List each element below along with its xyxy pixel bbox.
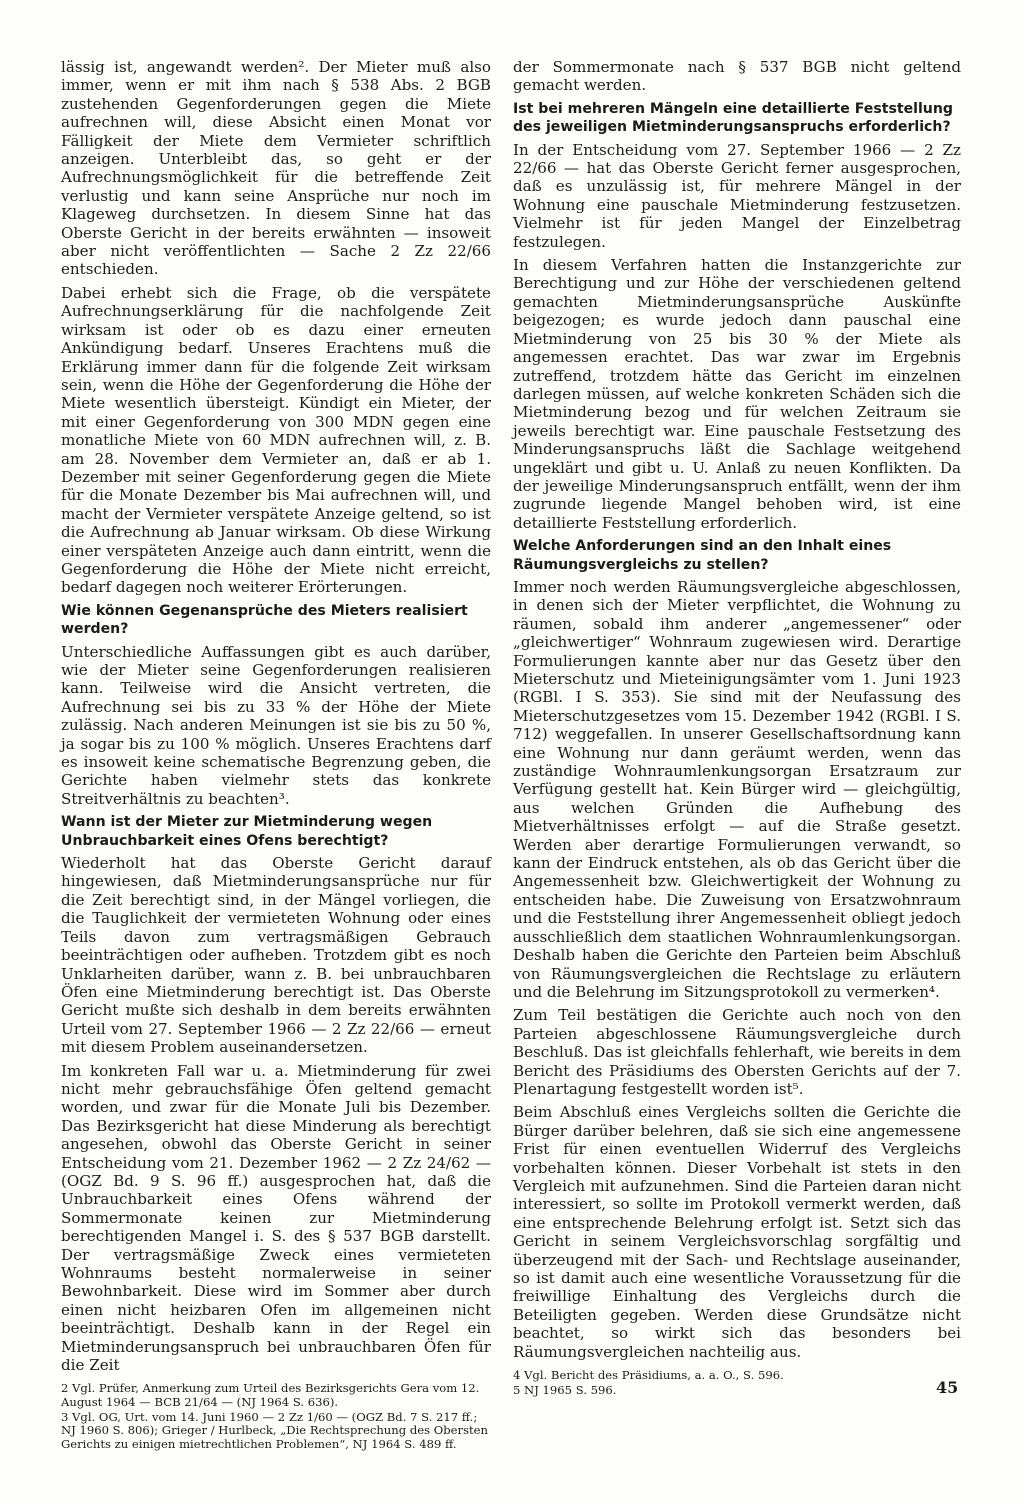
footnotes <box>61 1382 491 1450</box>
paragraph: Wiederholt hat das Oberste Gericht darauf hingewiesen, daß Mietminderungsansprüche nur für die Zeit berechtigt sind, in der Mängel vorliegen, die die Tauglichkeit der vermieteten Wohnung oder eines Teils davon zum vertragsmäßigen Gebrauch beeinträchtigen oder aufheben. Trotzdem gibt es noch Unklarheiten darüber, wann z. B. bei unbrauchbaren Öfen eine Mietminderung berechtigt ist. Das Oberste Gericht mußte sich deshalb in dem bereits erwähnten Urteil vom 27. September 1966 — 2 Zz 22/66 — erneut mit diesem Problem auseinandersetzen. <box>61 854 491 1057</box>
right-column <box>513 58 961 1400</box>
paragraph: Zum Teil bestätigen die Gerichte auch noch von den Parteien abgeschlossene Räumungsvergleiche durch Beschluß. Das ist gleichfalls fehlerhaft, wie bereits in dem Bericht des Präsidiums des Obersten Gerichts auf der 7. Plenartagung festgestellt worden ist⁵. <box>513 1006 961 1098</box>
section-heading: Welche Anforderungen sind an den Inhalt eines Räumungsvergleichs zu stellen? <box>513 538 892 573</box>
page-number: 45 <box>936 1378 959 1397</box>
footnote: 2 Vgl. Prüfer, Anmerkung zum Urteil des Bezirksgerichts Gera vom 12. August 1964 — BCB 21/64 — (NJ 1964 S. 636). <box>61 1381 480 1409</box>
paragraph: Immer noch werden Räumungsvergleiche abgeschlossen, in denen sich der Mieter verpflichtet, die Wohnung zu räumen, sobald ihm anderer „angemessener“ oder „gleichwertiger“ Wohnraum zugewiesen wird. Derartige Formulierungen kannte aber nur das Gesetz über den Mieterschutz und Mieteinigungsämter vom 1. Juni 1923 (RGBl. I S. 353). Sie sind mit der Neufassung des Mieterschutzgesetzes vom 15. Dezember 1942 (RGBl. I S. 712) weggefallen. In unserer Gesellschaftsordnung kann eine Wohnung nur dann geräumt werden, wenn das zuständige Wohnraumlenkungsorgan Ersatzraum zur Verfügung gestellt hat. Kein Bürger wird — gleichgültig, aus welchen Gründen die Aufhebung des Mietverhältnisses erfolgt — auf die Straße gesetzt. Werden aber derartige Formulierungen verwandt, so kann der Eindruck entstehen, als ob das Gericht über die Angemessenheit bzw. Gleichwertigkeit der Wohnung zu entscheiden habe. Die Zuweisung von Ersatzwohnraum und die Feststellung ihrer Angemessenheit obliegt jedoch ausschließlich dem staatlichen Wohnraumlenkungsorgan. Deshalb haben die Gerichte den Parteien beim Abschluß von Räumungsvergleichen die Rechtslage zu erläutern und die Belehrung im Sitzungsprotokoll zu vermerken⁴. <box>513 577 961 1001</box>
paragraph: lässig ist, angewandt werden². Der Mieter muß also immer, wenn er mit ihm nach § 538 Abs. 2 BGB zustehenden Gegenforderungen gegen die Miete aufrechnen will, diese Absicht einen Monat vor Fälligkeit der Miete dem Vermieter schriftlich anzeigen. Unterbleibt das, so geht er der Aufrechnungsmöglichkeit für die betreffende Zeit verlustig und kann seine Ansprüche nur noch im Klageweg durchsetzen. In diesem Sinne hat das Oberste Gericht in der bereits erwähnten — insoweit aber nicht veröffentlichten — Sache 2 Zz 22/66 entschieden. <box>61 58 491 279</box>
footnote: 4 Vgl. Bericht des Präsidiums, a. a. O., S. 596. <box>513 1368 784 1383</box>
paragraph: Dabei erhebt sich die Frage, ob die verspätete Aufrechnungserklärung für die nachfolgende Zeit wirksam ist oder ob es dazu einer erneuten Ankündigung bedarf. Unseres Erachtens muß die Erklärung immer dann für die folgende Zeit wirksam sein, wenn die Höhe der Gegenforderung die Höhe der Miete wesentlich übersteigt. Kündigt ein Mieter, der mit einer Gegenforderung von 300 MDN gegen eine monatliche Miete von 60 MDN aufrechnen will, z. B. am 28. November dem Vermieter an, daß er ab 1. Dezember mit seiner Gegenforderung gegen die Miete für die Monate Dezember bis Mai aufrechnen will, und macht der Vermieter verspätete Anzeige geltend, so ist die Aufrechnung ab Januar wirksam. Ob diese Wirkung einer verspäteten Anzeige auch dann eintritt, wenn die Gegenforderung die Höhe der Miete nicht erreicht, bedarf dagegen noch weiterer Erörterungen. <box>61 283 491 597</box>
paragraph: Beim Abschluß eines Vergleichs sollten die Gerichte die Bürger darüber belehren, daß sie sich eine angemessene Frist für einen eventuellen Widerruf des Vergleichs vorbehalten können. Dieser Vorbehalt ist stets in den Vergleich mit aufzunehmen. Sind die Parteien daran nicht interessiert, so sollte im Protokoll vermerkt werden, daß eine entsprechende Belehrung erfolgt ist. Setzt sich das Gericht in seinem Vergleichsvorschlag sorgfältig und überzeugend mit der Sach- und Rechtslage auseinander, so ist damit auch eine wesentliche Voraussetzung für die freiwillige Einhaltung des Vergleichs durch die Beteiligten gegeben. Werden diese Grundsätze nicht beachtet, so wirkt sich das besonders bei Räumungsvergleichen nachteilig aus. <box>513 1103 961 1361</box>
paragraph: Unterschiedliche Auffassungen gibt es auch darüber, wie der Mieter seine Gegenforderungen realisieren kann. Teilweise wird die Ansicht vertreten, die Aufrechnung sei bis zu 33 % der Höhe der Miete zulässig. Nach anderen Meinungen ist sie bis zu 50 %, ja sogar bis zu 100 % möglich. Unseres Erachtens darf es insoweit keine schematische Begrenzung geben, die Gerichte haben vielmehr stets das konkrete Streitverhältnis zu beachten³. <box>61 642 491 808</box>
footnote: 5 NJ 1965 S. 596. <box>513 1383 617 1398</box>
paragraph: Im konkreten Fall war u. a. Mietminderung für zwei nicht mehr gebrauchsfähige Öfen geltend gemacht worden, und zwar für die Monate Juli bis Dezember. Das Bezirksgericht hat diese Minderung als berechtigt angesehen, obwohl das Oberste Gericht in seiner Entscheidung vom 21. Dezember 1962 — 2 Zz 24/62 — (OGZ Bd. 9 S. 96 ff.) ausgesprochen hat, daß die Unbrauchbarkeit eines Ofens während der Sommermonate keinen zur Mietminderung berechtigenden Mangel i. S. des § 537 BGB darstellt. Der vertragsmäßige Zweck eines vermieteten Wohnraums besteht normalerweise in seiner Bewohnbarkeit. Diese wird im Sommer aber durch einen nicht heizbaren Ofen im allgemeinen nicht beeinträchtigt. Deshalb kann in der Regel ein Mietminderungsanspruch bei unbrauchbaren Öfen für die Zeit <box>61 1061 491 1375</box>
section-heading: Wann ist der Mieter zur Mietminderung wegen Unbrauchbarkeit eines Ofens berechtigt? <box>61 814 433 849</box>
footnote: 3 Vgl. OG, Urt. vom 14. Juni 1960 — 2 Zz 1/60 — (OGZ Bd. 7 S. 217 ff.; NJ 1960 S. 806); Grieger / Hurlbeck, „Die Rechtsprechung des Obersten Gerichts zu einigen mietrechtlichen Problemen“, NJ 1964 S. 489 ff. <box>61 1410 489 1451</box>
footnotes <box>513 1369 961 1398</box>
section-heading: Wie können Gegenansprüche des Mieters realisiert werden? <box>61 602 468 638</box>
paragraph: der Sommermonate nach § 537 BGB nicht geltend gemacht werden. <box>513 58 961 95</box>
left-column <box>61 58 491 1453</box>
paragraph: In diesem Verfahren hatten die Instanzgerichte zur Berechtigung und zur Höhe der verschiedenen geltend gemachten Mietminderungsansprüche Auskünfte beigezogen; es wurde jedoch dann pauschal eine Mietminderung von 25 bis 30 % der Miete als angemessen erachtet. Das war zwar im Ergebnis zutreffend, trotzdem hätte das Gericht im einzelnen darlegen müssen, auf welche konkreten Schäden sich die Mietminderung bezog und für welchen Zeitraum sie jeweils berechtigt war. Eine pauschale Festsetzung des Minderungsanspruchs läßt die Sachlage weitgehend ungeklärt und gibt u. U. Anlaß zu neuen Konflikten. Da der jeweilige Minderungsanspruch entfällt, wenn der ihm zugrunde liegende Mangel behoben wird, ist eine detaillierte Feststellung erforderlich. <box>513 256 961 532</box>
paragraph: In der Entscheidung vom 27. September 1966 — 2 Zz 22/66 — hat das Oberste Gericht ferner ausgesprochen, daß es unzulässig ist, für mehrere Mängel in der Wohnung eine pauschale Mietminderung festzusetzen. Vielmehr ist für jeden Mangel der Einzelbetrag festzulegen. <box>513 140 961 251</box>
section-heading: Ist bei mehreren Mängeln eine detaillierte Feststellung des jeweiligen Mietminderungsanspruchs erforderlich? <box>513 100 953 136</box>
